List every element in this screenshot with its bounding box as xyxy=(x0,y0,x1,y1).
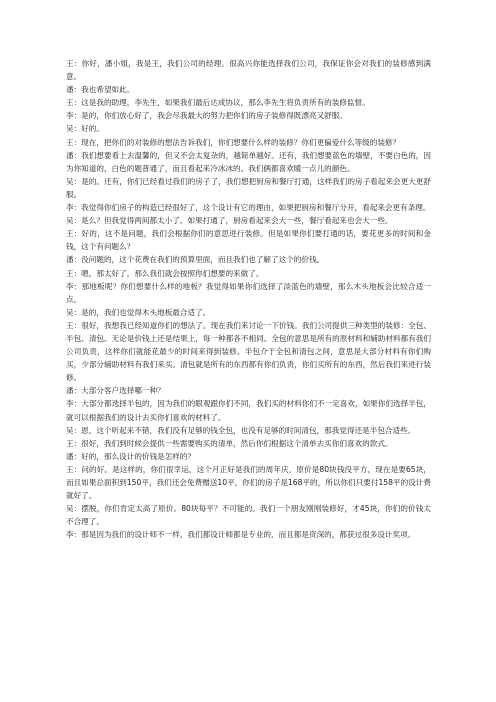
paragraph: 李：我觉得你们房子的构造已经很好了，这个设计有它的理由，如果把厨房和餐厅分开，看起来会更有条理。 xyxy=(66,203,431,213)
paragraph: 王：现在，把你们的对装修的想法告诉我们，你们想要什么样的装修？你们更偏爱什么等级的装修？ xyxy=(66,137,401,147)
paragraph: 王：嗯，那太好了，那么我们就会按照你们想要的来做了。 xyxy=(66,268,264,278)
dialogue-body xyxy=(66,57,431,541)
paragraph: 王：很好，我们到时候会提供一些需要购买的清单，然后你们根据这个清单去买你们喜欢的款式。 xyxy=(66,438,393,448)
paragraph: 潘：我也希望如此。 xyxy=(66,85,135,95)
paragraph: 李：是的，你们放心好了，我会尽我最大的努力把你们的房子装修得既漂亮又舒服。 xyxy=(66,111,347,121)
paragraph: 吴：恩，这个听起来不错，我们没有足够的钱全包，也没有足够的时间清包，那我觉得还是半包合适些。 xyxy=(66,425,416,435)
paragraph: 潘：我们想要看上去温馨的，但又不会太复杂的，越简单越好。还有，我们想要蓝色的墙壁，不要白色的，因为你知道的，白色的题普通了，而且看起来冷冰冰的。我们俩都喜欢暖一点儿的颜色。 xyxy=(66,150,431,173)
paragraph: 潘：大部分客户选择哪一种？ xyxy=(66,386,165,396)
paragraph: 王：很好，我想我已经知道你们的想法了。现在我们来讨论一下价钱。我们公司提供三种类型的装修：全包、半包、清包。无论是价钱上还是结果上，每一种都各不相同。全包的意思是所有的原材料和辅助材料都有我们公司负责，这样你们就能花最少的时间来得到装修。半包介于全包和清包之间，意思是大部分材料有你们购买，少部分辅助材料有我们来买。清包就是所有的东西都有你们负责，你们买所有的东西，然后我们来进行装修。 xyxy=(66,320,431,383)
paragraph: 李：那是因为我们的设计师不一样，我们都设计师都是专业的，而且都是资深的，都获过很多设计奖项。 xyxy=(66,530,416,540)
paragraph: 吴：好的。 xyxy=(66,124,104,134)
paragraph: 吴：是的，我们也觉得木头地板最合适了。 xyxy=(66,307,211,317)
paragraph: 王：这是我的助理，李先生，如果我们最后达成协议，那么李先生将负责所有的装修监督。 xyxy=(66,98,370,108)
paragraph: 王：好的，这不是问题，我们会根据你们的意思进行装修。但是如果你们要打通的话，要花更多的时间和金钱，这个有问题么？ xyxy=(66,229,431,252)
paragraph: 吴：是的。还有，你们已经看过我们的房子了，我们想把厨房和餐厅打通，这样我们的房子看起来会更大更舒服。 xyxy=(66,176,431,199)
paragraph: 李：那地板呢？你们想要什么样的地板？我觉得如果你们选择了淡蓝色的墙壁，那么木头地板会比较合适一点。 xyxy=(66,281,431,304)
paragraph: 王：你好，潘小姐，我是王，我们公司的经理。很高兴你能选择我们公司，我保证你会对我们的装修感到满意。 xyxy=(66,59,431,82)
paragraph: 吴：是么？但我觉得两间都太小了。如果打通了，厨房看起来会大一些，餐厅看起来也会大一些。 xyxy=(66,216,393,226)
paragraph: 潘：没问题的，这个花费在我们的预算里面，而且我们也了解了这个的价钱。 xyxy=(66,255,325,265)
paragraph: 王：问的好。是这样的，你们很幸运，这个月正好是我们的周年庆，原价是80块钱没平方，现在是要65块，而且如果总面积到150平，我们还会免费赠送10平，你们的房子是168平的，所以你们只要付158平的设计费就好了。 xyxy=(66,464,431,501)
paragraph: 李：大部分都选择半包的，因为我们的眼观跟你们不同，我们买的材料你们不一定喜欢，如果你们选择半包，就可以根据我们的设计去买你们喜欢的材料了。 xyxy=(66,399,431,422)
paragraph: 潘：好的，那么设计的价钱是怎样的？ xyxy=(66,451,196,461)
paragraph: 吴：摆脱，你们肯定太高了原价。80块每平？不可能的。我们一个朋友刚刚装修好，才45块，你们的价钱太不合理了。 xyxy=(66,504,431,527)
